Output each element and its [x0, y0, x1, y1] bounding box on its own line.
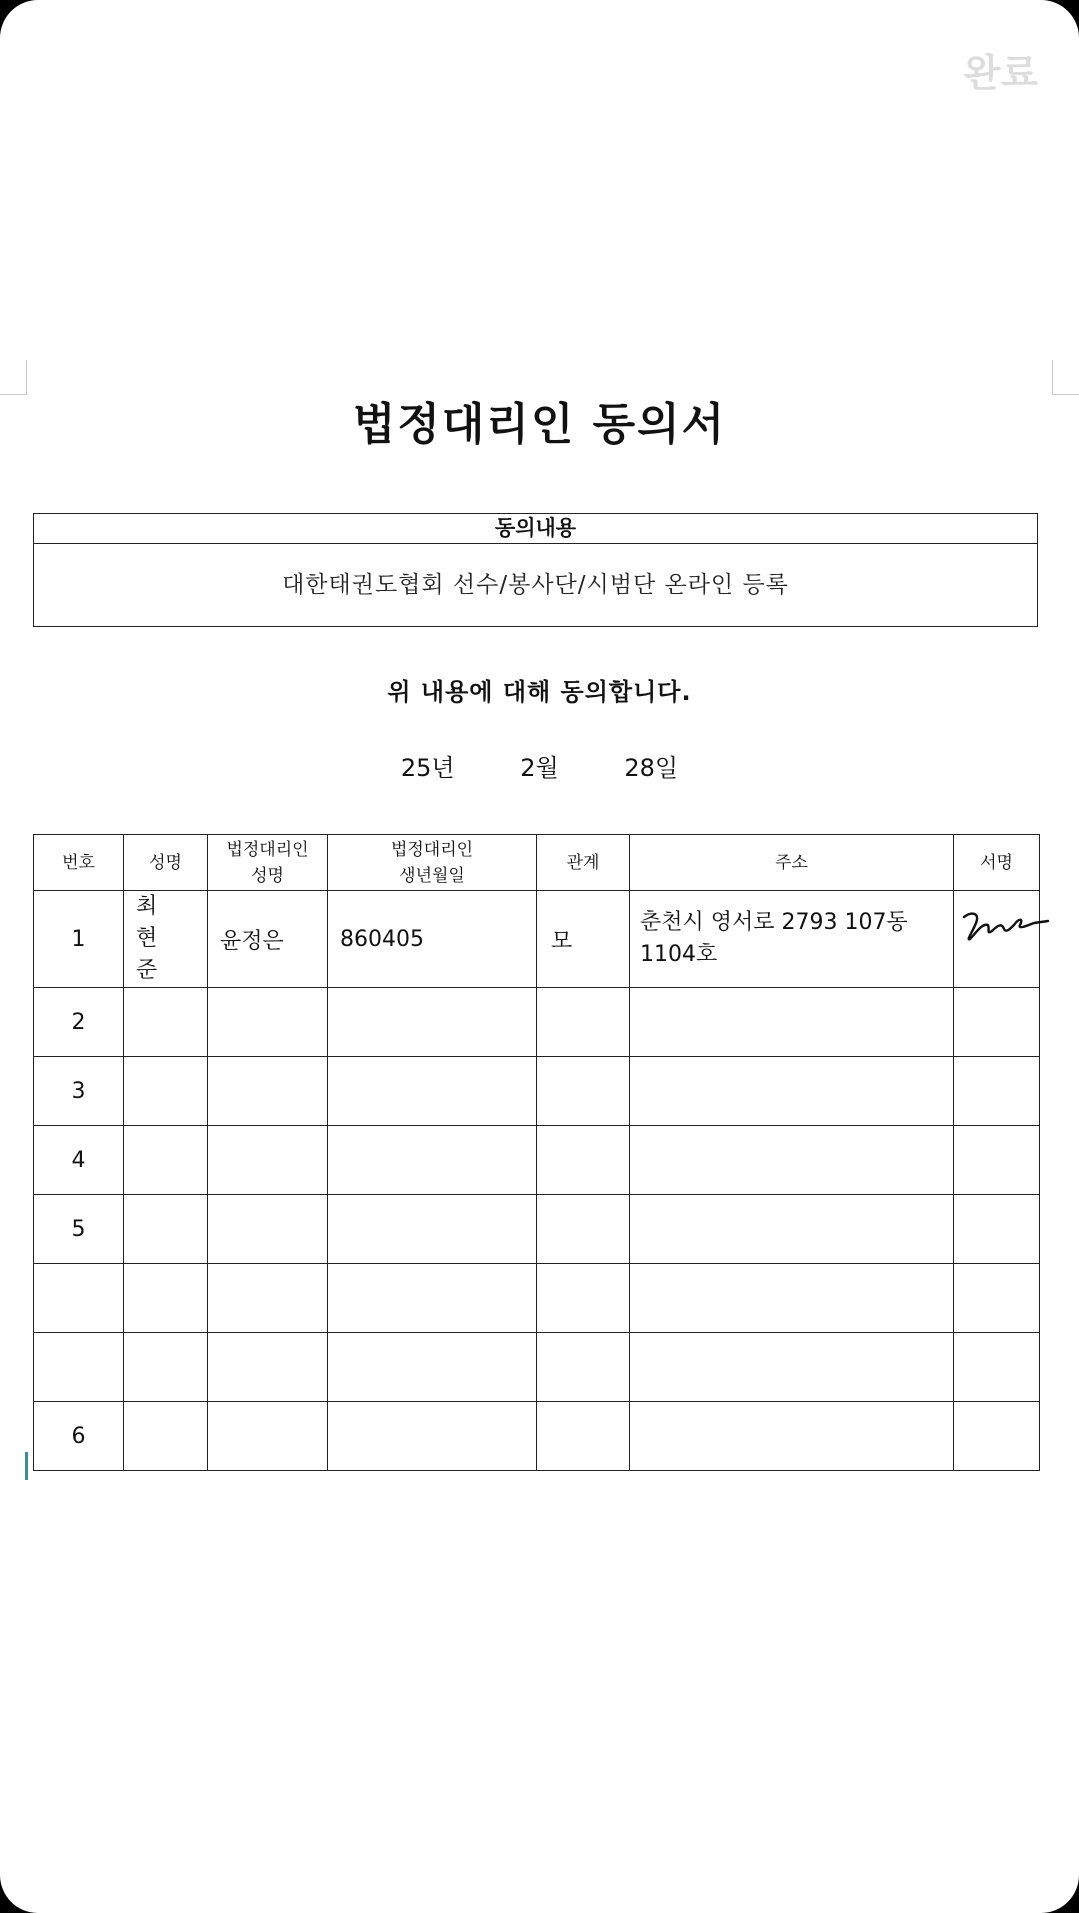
- consent-header: 동의내용: [34, 514, 1037, 544]
- cell-signature[interactable]: [954, 1264, 1040, 1333]
- cell-guardian-name[interactable]: 윤정은: [208, 891, 328, 988]
- cell-address[interactable]: [630, 988, 954, 1057]
- cell-guardian-birth[interactable]: [328, 1057, 537, 1126]
- cell-num[interactable]: [34, 1333, 124, 1402]
- header-guardian-birth-line2: 생년월일: [399, 865, 465, 886]
- cell-relation[interactable]: [537, 1402, 630, 1471]
- cell-guardian-birth[interactable]: [328, 1195, 537, 1264]
- consent-content-box[interactable]: [33, 513, 1038, 627]
- table-row[interactable]: [34, 1057, 1040, 1126]
- cell-address[interactable]: [630, 1402, 954, 1471]
- table-header-row: [34, 835, 1040, 891]
- cell-address[interactable]: [630, 1333, 954, 1402]
- consent-body-text: 대한태권도협회 선수/봉사단/시범단 온라인 등록: [282, 572, 789, 598]
- cell-name[interactable]: [124, 1057, 208, 1126]
- table-row[interactable]: [34, 1333, 1040, 1402]
- cell-num[interactable]: [34, 1264, 124, 1333]
- header-address: 주소: [630, 835, 954, 891]
- cell-num[interactable]: 4: [34, 1126, 124, 1195]
- registration-table[interactable]: [33, 834, 1040, 1471]
- cell-guardian-name[interactable]: [208, 1402, 328, 1471]
- agreement-statement[interactable]: 위 내용에 대해 동의합니다.: [387, 678, 692, 706]
- handwritten-signature-icon: [958, 903, 1050, 947]
- date-day: 28일: [624, 754, 679, 782]
- cell-relation[interactable]: 모: [537, 891, 630, 988]
- cell-relation[interactable]: [537, 1126, 630, 1195]
- cell-relation[interactable]: [537, 988, 630, 1057]
- header-guardian-birth: [328, 835, 537, 891]
- done-button[interactable]: 완료: [963, 51, 1039, 95]
- cell-name[interactable]: [124, 1333, 208, 1402]
- cell-signature[interactable]: [954, 1195, 1040, 1264]
- cell-guardian-name[interactable]: [208, 1333, 328, 1402]
- cell-address[interactable]: [630, 1057, 954, 1126]
- header-guardian-name-line2: 성명: [251, 865, 284, 886]
- cell-guardian-birth[interactable]: [328, 1333, 537, 1402]
- cell-name[interactable]: [124, 1195, 208, 1264]
- cell-relation[interactable]: [537, 1264, 630, 1333]
- date-month: 2월: [520, 754, 559, 782]
- cell-guardian-birth[interactable]: [328, 1126, 537, 1195]
- cell-guardian-name[interactable]: [208, 1126, 328, 1195]
- cell-guardian-name[interactable]: [208, 988, 328, 1057]
- cell-guardian-birth[interactable]: [328, 1402, 537, 1471]
- document-title[interactable]: 법정대리인 동의서: [352, 399, 727, 450]
- cell-signature[interactable]: [954, 891, 1040, 988]
- cell-num[interactable]: 3: [34, 1057, 124, 1126]
- cell-num[interactable]: 5: [34, 1195, 124, 1264]
- table-row[interactable]: [34, 1402, 1040, 1471]
- header-relation: 관계: [537, 835, 630, 891]
- cell-signature[interactable]: [954, 988, 1040, 1057]
- cell-signature[interactable]: [954, 1126, 1040, 1195]
- cell-address[interactable]: [630, 1264, 954, 1333]
- cell-address[interactable]: [630, 1195, 954, 1264]
- cell-guardian-birth[interactable]: [328, 988, 537, 1057]
- cell-signature[interactable]: [954, 1057, 1040, 1126]
- date-line[interactable]: [0, 748, 1079, 783]
- cell-guardian-name[interactable]: [208, 1057, 328, 1126]
- header-guardian-name-line1: 법정대리인: [226, 839, 309, 860]
- cell-name[interactable]: 최 현 준: [124, 891, 208, 988]
- cell-address[interactable]: [630, 1126, 954, 1195]
- text-cursor-icon: [25, 1452, 28, 1480]
- cell-guardian-birth[interactable]: 860405: [328, 891, 537, 988]
- header-guardian-birth-line1: 법정대리인: [390, 839, 474, 860]
- table-row[interactable]: [34, 1264, 1040, 1333]
- header-signature: 서명: [954, 835, 1040, 891]
- table-row[interactable]: [34, 988, 1040, 1057]
- cell-name[interactable]: [124, 988, 208, 1057]
- cell-num[interactable]: 6: [34, 1402, 124, 1471]
- cell-guardian-birth[interactable]: [328, 1264, 537, 1333]
- cell-name[interactable]: [124, 1402, 208, 1471]
- cell-relation[interactable]: [537, 1057, 630, 1126]
- cell-guardian-name[interactable]: [208, 1264, 328, 1333]
- cell-signature[interactable]: [954, 1402, 1040, 1471]
- cell-signature[interactable]: [954, 1333, 1040, 1402]
- cell-guardian-name[interactable]: [208, 1195, 328, 1264]
- cell-address[interactable]: 춘천시 영서로 2793 107동 1104호: [630, 891, 954, 988]
- cell-num[interactable]: 2: [34, 988, 124, 1057]
- header-guardian-name: [208, 835, 328, 891]
- cell-name[interactable]: [124, 1264, 208, 1333]
- date-year: 25년: [400, 754, 455, 782]
- table-row[interactable]: [34, 1195, 1040, 1264]
- table-row[interactable]: [34, 891, 1040, 988]
- header-name: 성명: [124, 835, 208, 891]
- header-num: 번호: [34, 835, 124, 891]
- cell-name[interactable]: [124, 1126, 208, 1195]
- cell-num[interactable]: 1: [34, 891, 124, 988]
- cell-relation[interactable]: [537, 1333, 630, 1402]
- cell-relation[interactable]: [537, 1195, 630, 1264]
- table-row[interactable]: [34, 1126, 1040, 1195]
